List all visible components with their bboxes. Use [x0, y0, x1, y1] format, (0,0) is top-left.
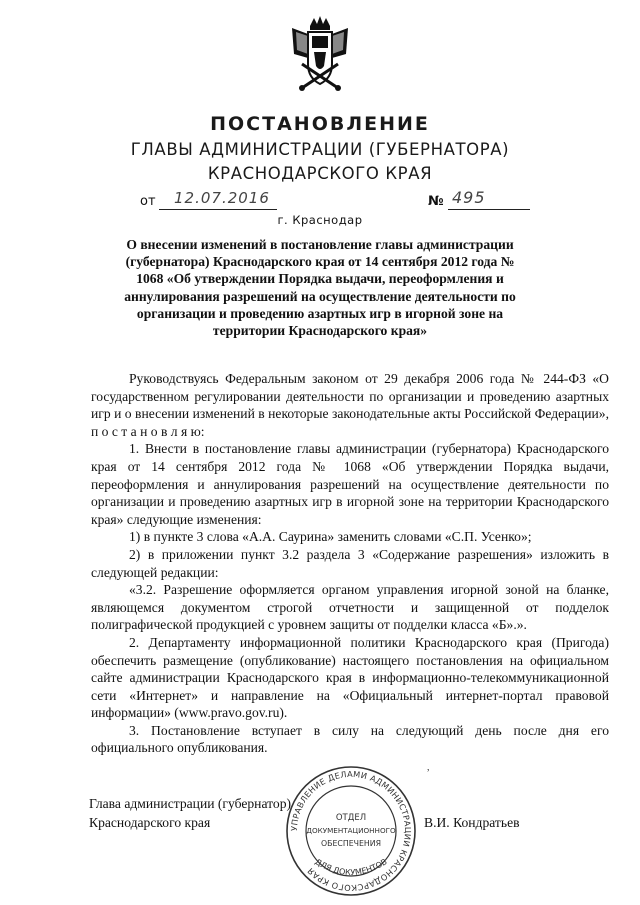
date-number-row: [0, 188, 640, 215]
stamp-center-line3: ОБЕСПЕЧЕНИЯ: [320, 839, 382, 848]
coat-of-arms-icon: [288, 14, 352, 94]
authority-heading-line2: КРАСНОДАРСКОГО КРАЯ: [207, 164, 433, 183]
body-item-1-2: 2) в приложении пункт 3.2 раздела 3 «Содержание разрешения» изложить в следующей редакции:: [91, 546, 609, 580]
number-value: 495: [452, 188, 486, 207]
signatory-position-line1: Глава администрации (губернатор): [89, 796, 292, 811]
signatory-position-line2: Краснодарского края: [89, 815, 211, 830]
document-title: О внесении изменений в постановление главы администрации (губернатора) Краснодарского края от 14 сентября 2012 года № 1068 «Об утверждении Порядка выдачи, переоформления и аннулирования разрешений на осуществление деятельности по организации и проведению азартных игр в игорной зоне на территории Краснодарского края»: [124, 237, 516, 339]
stamp-center-line2: ДОКУМЕНТАЦИОННОГО: [306, 826, 396, 835]
date-underline: [159, 209, 277, 210]
date-value: 12.07.2016: [174, 189, 270, 207]
signatory-name: В.И. Кондратьев: [424, 815, 520, 830]
handwritten-mark: ,: [427, 762, 430, 773]
body-item-2: 2. Департаменту информационной политики Краснодарского края (Пригода) обеспечить размещение (опубликование) настоящего постановления на официальном сайте администрации Краснодарского края в информационно-телекоммуникационной сети «Интернет» и направление на «Официальный интернет-портал правовой информации» (www.pravo.gov.ru).: [91, 634, 609, 721]
svg-text:ДЛЯ ДОКУМЕНТОВ: [313, 857, 388, 877]
stamp-bottom-text: ДЛЯ ДОКУМЕНТОВ: [313, 857, 389, 878]
date-label: от: [140, 194, 156, 209]
official-stamp-icon: [282, 762, 420, 900]
body-item-1: 1. Внести в постановление главы администрации (губернатора) Краснодарского края от 14 сентября 2012 года № 1068 «Об утверждении Порядка выдачи, переоформления и аннулирования разрешений на осуществление деятельности по организации и проведению азартных игр в игорной зоне на территории Краснодарского края» следующие изменения:: [91, 441, 609, 527]
document-body: [91, 370, 609, 757]
body-item-1-1: 1) в пункте 3 слова «А.А. Саурина» заменить словами «С.П. Усенко»;: [129, 529, 532, 545]
body-intro: Руководствуясь Федеральным законом от 29 декабря 2006 года № 244-ФЗ «О государственном регулировании деятельности по организации и проведению азартных игр и о внесении изменений в некоторые законодательные акты Российской Федерации», п о с т а н о в л я ю:: [91, 371, 609, 439]
doc-type-heading: ПОСТАНОВЛЕНИЕ: [210, 113, 430, 135]
body-item-3: 3. Постановление вступает в силу на следующий день после дня его официального опубликования.: [91, 722, 609, 756]
stamp-ring-text: УПРАВЛЕНИЕ ДЕЛАМИ АДМИНИСТРАЦИИ КРАСНОДАРСКОГО КРАЯ: [288, 768, 414, 894]
authority-heading-line1: ГЛАВЫ АДМИНИСТРАЦИИ (ГУБЕРНАТОРА): [130, 140, 510, 159]
number-underline: [448, 209, 530, 210]
city-label: г. Краснодар: [277, 213, 363, 227]
stamp-center-line1: ОТДЕЛ: [335, 813, 367, 823]
number-label: №: [428, 194, 444, 209]
body-item-1-quote: «3.2. Разрешение оформляется органом управления игорной зоной на бланке, являющемся документом строгой отчетности и защищенной от подделок полиграфической продукцией с уровнем защиты от подделки класса «Б».».: [91, 582, 609, 633]
